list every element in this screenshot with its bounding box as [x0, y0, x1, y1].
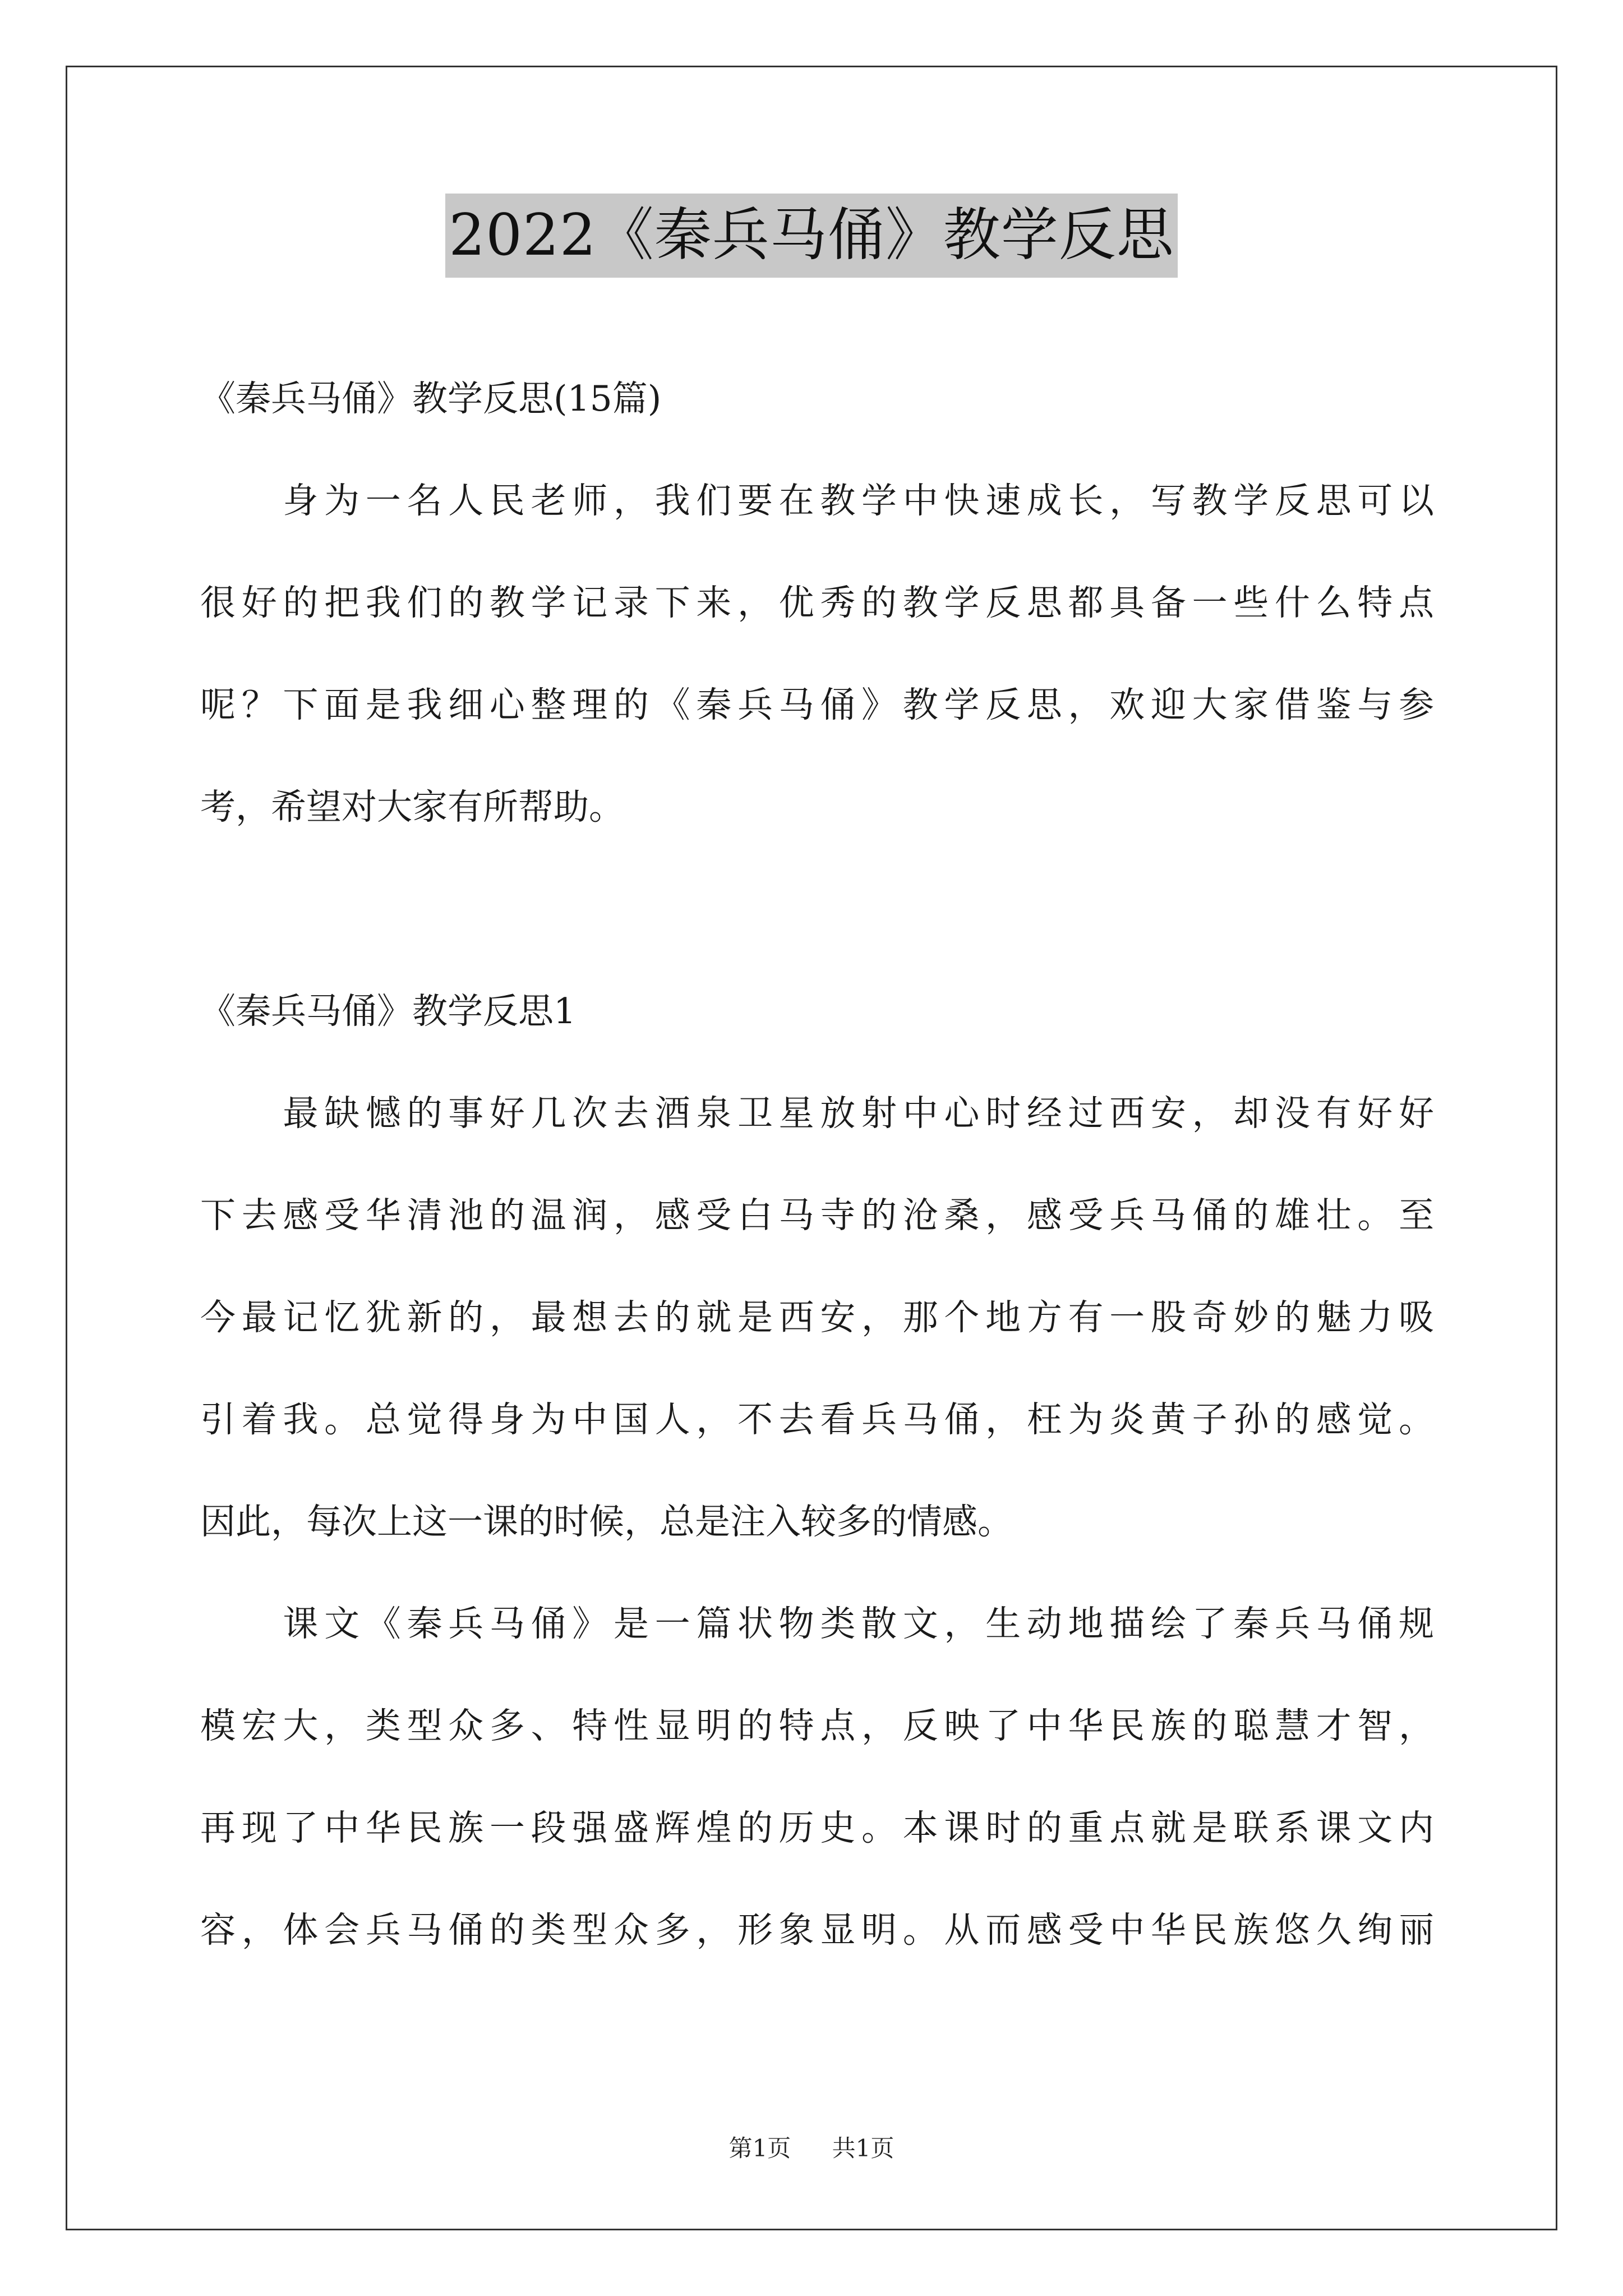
- text-line: 模宏大，类型众多、特性显明的特点，反映了中华民族的聪慧才智，: [200, 1705, 1434, 1746]
- text-line: 容，体会兵马俑的类型众多，形象显明。从而感受中华民族悠久绚丽: [200, 1910, 1434, 1950]
- text-line: 今最记忆犹新的，最想去的就是西安，那个地方有一股奇妙的魅力吸: [200, 1297, 1434, 1338]
- title-container: [0, 194, 1623, 278]
- page-footer: [0, 2132, 1623, 2165]
- page-number: 第1页: [728, 2134, 791, 2162]
- text-line: 下去感受华清池的温润，感受白马寺的沧桑，感受兵马俑的雄壮。至: [200, 1195, 1434, 1236]
- page-total: 共1页: [832, 2134, 895, 2162]
- text-line: 很好的把我们的教学记录下来，优秀的教学反思都具备一些什么特点: [200, 582, 1434, 623]
- text-line: 考，希望对大家有所帮助。: [200, 786, 624, 827]
- text-line: 呢？下面是我细心整理的《秦兵马俑》教学反思，欢迎大家借鉴与参: [200, 684, 1434, 725]
- document-subtitle: 《秦兵马俑》教学反思(15篇): [200, 378, 662, 419]
- text-line: 引着我。总觉得身为中国人，不去看兵马俑，枉为炎黄子孙的感觉。: [200, 1399, 1434, 1440]
- section-heading: 《秦兵马俑》教学反思1: [200, 991, 577, 1032]
- text-line: 最缺憾的事好几次去酒泉卫星放射中心时经过西安，却没有好好: [200, 1093, 1434, 1134]
- text-line: 课文《秦兵马俑》是一篇状物类散文，生动地描绘了秦兵马俑规: [200, 1603, 1434, 1644]
- document-body: [200, 348, 1434, 1981]
- blank-line: [200, 858, 1434, 960]
- text-line: 因此，每次上这一课的时候，总是注入较多的情感。: [200, 1501, 1013, 1542]
- text-line: 再现了中华民族一段强盛辉煌的历史。本课时的重点就是联系课文内: [200, 1807, 1434, 1848]
- text-line: 身为一名人民老师，我们要在教学中快速成长，写教学反思可以: [200, 480, 1434, 521]
- document-title: 2022《秦兵马俑》教学反思: [445, 194, 1178, 278]
- intro-paragraph: [200, 450, 1434, 858]
- section1-paragraph-2: [200, 1573, 1434, 1981]
- section1-paragraph-1: [200, 1062, 1434, 1573]
